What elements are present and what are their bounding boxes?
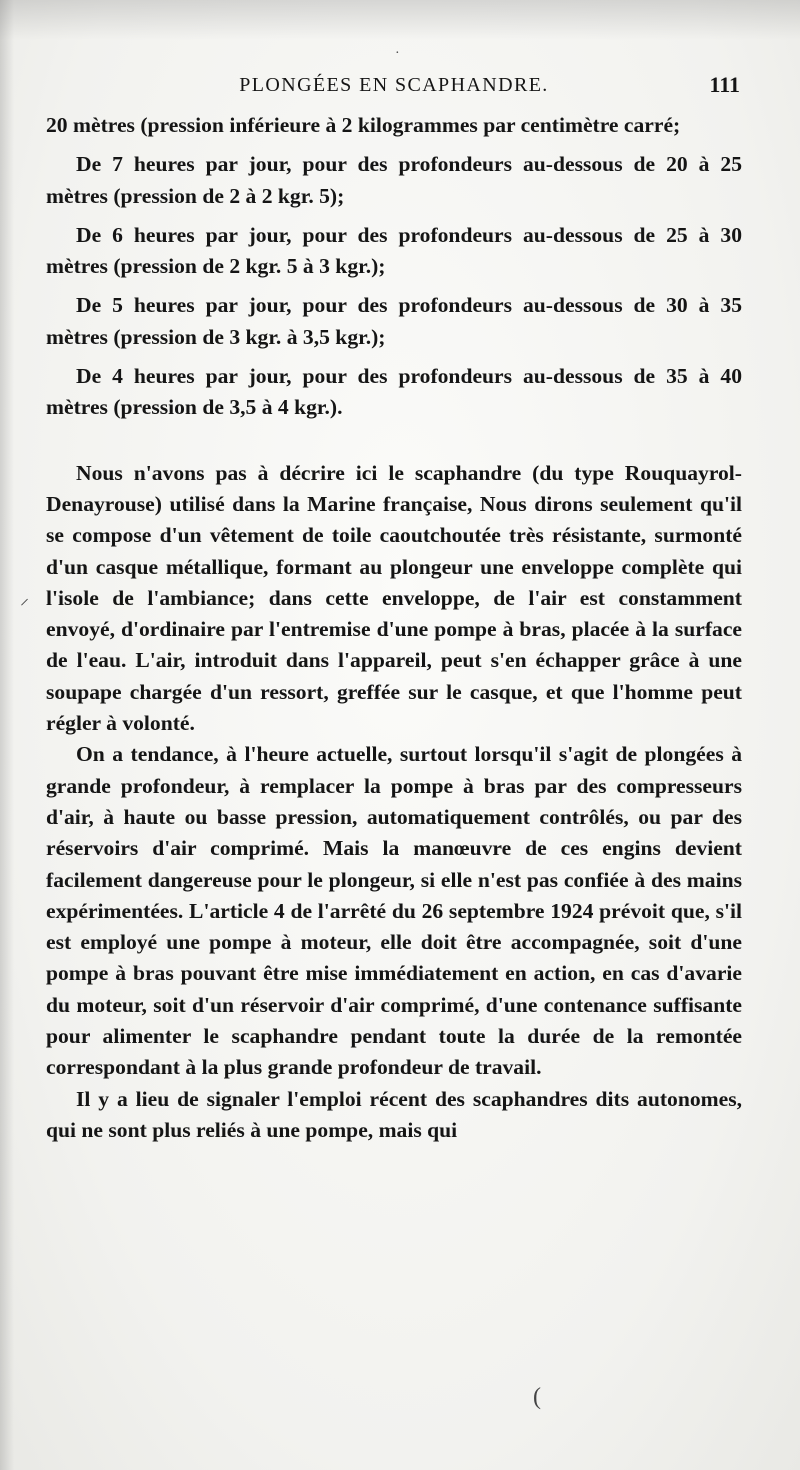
paragraph-continuation: 20 mètres (pression inférieure à 2 kilogrammes par centimètre carré; (46, 113, 681, 137)
paragraph-scaphandre-description: Nous n'avons pas à décrire ici le scaphandre (du type Rouquayrol-Denayrouse) utilisé dans la Marine française, Nous dirons seulement qu'il se compose d'un vêtement de toile caoutchoutée très résistante, surmonté d'un casque métallique, formant au plongeur une enveloppe complète qui l'isole de l'ambiance; dans cette enveloppe, de l'air est constamment envoyé, d'ordinaire par l'entremise d'une pompe à bras, placée à la surface de l'eau. L'air, introduit dans l'appareil, peut s'en échapper grâce à une soupape chargée d'un ressort, greffée sur le casque, et que l'homme peut régler à volonté. (46, 460, 742, 736)
running-head: PLONGÉES EN SCAPHANDRE. (239, 74, 549, 96)
page-number: 111 (709, 72, 740, 97)
page-body (46, 110, 742, 1146)
scan-shadow-top (0, 0, 800, 40)
page-header (46, 72, 742, 102)
scan-shadow-left (0, 0, 14, 1470)
scan-speck: · (395, 46, 400, 61)
list-item-4-hours: De 4 heures par jour, pour des profondeurs au-dessous de 35 à 40 mètres (pression de 3,5 à 4 kgr.). (46, 364, 742, 420)
section-gap (46, 432, 742, 458)
margin-mark: ⸝ (20, 588, 29, 608)
list-item-7-hours: De 7 heures par jour, pour des profondeurs au-dessous de 20 à 25 mètres (pression de 2 à 2 kgr. 5); (46, 152, 742, 208)
paragraph-compressors: On a tendance, à l'heure actuelle, surtout lorsqu'il s'agit de plongées à grande profondeur, à remplacer la pompe à bras par des compresseurs d'air, à haute ou basse pression, automatiquement contrôlés, ou par des réservoirs d'air comprimé. Mais la manœuvre de ces engins devient facilement dangereuse pour le plongeur, si elle n'est pas confiée à des mains expérimentées. L'article 4 de l'arrêté du 26 septembre 1924 prévoit que, s'il est employé une pompe à moteur, elle doit être accompagnée, soit d'une pompe à bras pouvant être mise immédiatement en action, en cas d'avarie du moteur, soit d'un réservoir d'air comprimé, d'une contenance suffisante pour alimenter le scaphandre pendant toute la durée de la remontée correspondant à la plus grande profondeur de travail. (46, 742, 742, 1080)
paragraph-autonomous-suits: Il y a lieu de signaler l'emploi récent des scaphandres dits autonomes, qui ne sont plus reliés à une pompe, mais qui (46, 1086, 742, 1142)
scan-mark: ( (533, 1384, 541, 1410)
list-item-6-hours: De 6 heures par jour, pour des profondeurs au-dessous de 25 à 30 mètres (pression de 2 kgr. 5 à 3 kgr.); (46, 222, 742, 279)
list-item-5-hours: De 5 heures par jour, pour des profondeurs au-dessous de 30 à 35 mètres (pression de 3 kgr. à 3,5 kgr.); (46, 293, 742, 349)
